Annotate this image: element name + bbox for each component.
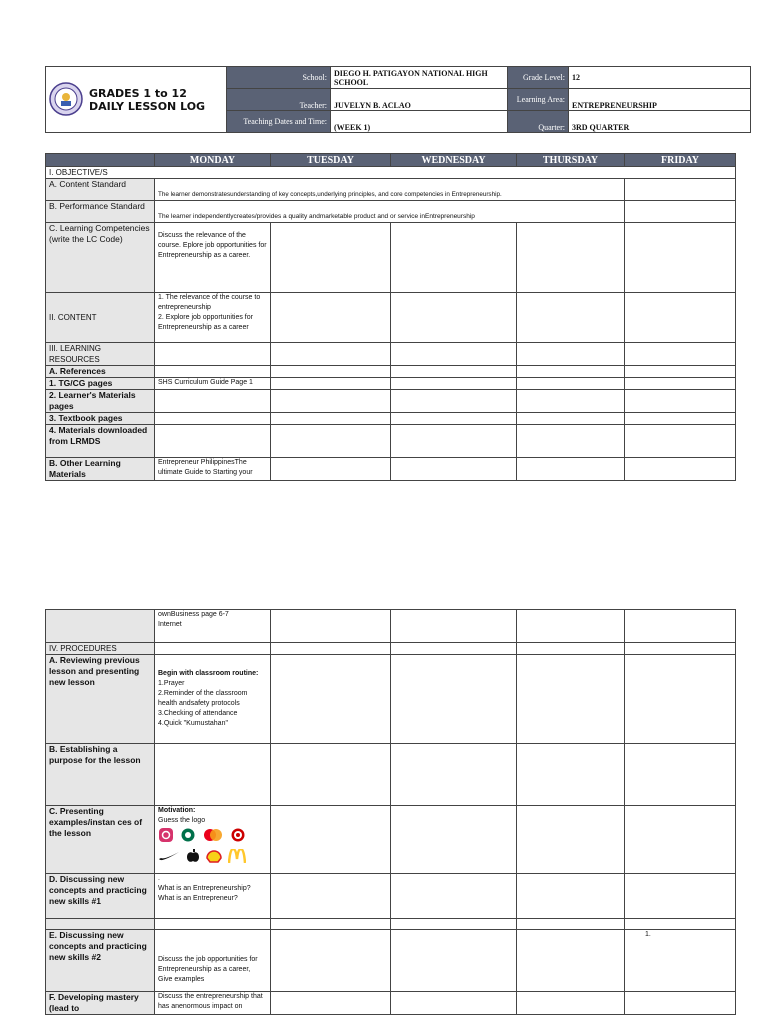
cell xyxy=(155,919,271,930)
cell xyxy=(391,930,517,992)
cell xyxy=(155,366,271,378)
cell xyxy=(517,343,625,366)
discussing-concepts-1-label: D. Discussing new concepts and practicing new skills #1 xyxy=(46,874,155,919)
other-materials-text: Entrepreneur PhilippinesThe ultimate Guide to Starting your xyxy=(155,458,271,481)
content-standard-text: The learner demonstratesunderstanding of key concepts,underlying principles, and core competencies in Entrepreneurship. xyxy=(155,179,625,201)
cell xyxy=(391,874,517,919)
cell xyxy=(391,992,517,1015)
cell xyxy=(271,610,391,643)
objectives-heading: I. OBJECTIVE/S xyxy=(46,167,736,179)
cell xyxy=(625,919,736,930)
cell xyxy=(625,458,736,481)
discussing-concepts-1-text: . What is an Entrepreneurship? What is an Entrepreneur? xyxy=(155,874,271,919)
cell xyxy=(271,930,391,992)
cell xyxy=(517,223,625,293)
dates-value: (WEEK 1) xyxy=(331,111,508,133)
cell xyxy=(391,425,517,458)
cell xyxy=(517,293,625,343)
cell xyxy=(517,458,625,481)
cell xyxy=(517,425,625,458)
corner-header xyxy=(46,154,155,167)
cell xyxy=(271,874,391,919)
quarter-label: Quarter: xyxy=(508,111,569,133)
learning-resources-label: III. LEARNING RESOURCES xyxy=(46,343,155,366)
cell xyxy=(391,919,517,930)
cell xyxy=(155,643,271,655)
teacher-label: Teacher: xyxy=(227,89,331,111)
discussing-concepts-2-label: E. Discussing new concepts and practicing new skills #2 xyxy=(46,930,155,992)
cell xyxy=(625,744,736,806)
day-header: WEDNESDAY xyxy=(391,154,517,167)
cell xyxy=(155,744,271,806)
day-header: MONDAY xyxy=(155,154,271,167)
cell xyxy=(391,413,517,425)
establishing-purpose-label: B. Establishing a purpose for the lesson xyxy=(46,744,155,806)
day-header: THURSDAY xyxy=(517,154,625,167)
cell xyxy=(391,223,517,293)
cell xyxy=(271,992,391,1015)
mcdonalds-logo-icon xyxy=(228,849,246,867)
motivation-title: Motivation: xyxy=(158,807,196,814)
discussing-concepts-2-text: Discuss the job opportunities for Entrepreneurship as a career, Give examples xyxy=(155,930,271,992)
cell xyxy=(391,655,517,744)
cell xyxy=(271,643,391,655)
logo-collage xyxy=(158,828,258,867)
performance-standard-text: The learner independentlycreates/provides a quality andmarketable product and or service inEntrepreneurship xyxy=(155,201,625,223)
day-header: FRIDAY xyxy=(625,154,736,167)
cell xyxy=(271,390,391,413)
cell xyxy=(46,919,155,930)
cell xyxy=(517,643,625,655)
cell xyxy=(625,992,736,1015)
cell xyxy=(271,425,391,458)
cell xyxy=(625,201,736,223)
cell xyxy=(517,930,625,992)
shell-logo-icon xyxy=(206,849,222,867)
cell xyxy=(271,378,391,390)
cell xyxy=(625,425,736,458)
cell xyxy=(625,378,736,390)
cell xyxy=(155,413,271,425)
learning-competencies-label: C. Learning Competencies (write the LC Code) xyxy=(46,223,155,293)
teacher-value: JUVELYN B. ACLAO xyxy=(331,89,508,111)
cell xyxy=(155,343,271,366)
lesson-log-header xyxy=(45,66,751,133)
other-materials-label: B. Other Learning Materials xyxy=(46,458,155,481)
cell xyxy=(271,744,391,806)
presenting-examples-label: C. Presenting examples/instan ces of the lesson xyxy=(46,806,155,874)
cell xyxy=(625,413,736,425)
cell xyxy=(517,992,625,1015)
cell xyxy=(625,223,736,293)
cell xyxy=(271,655,391,744)
cell xyxy=(391,378,517,390)
cell xyxy=(271,919,391,930)
cell xyxy=(625,655,736,744)
learning-competencies-text: Discuss the relevance of the course. Eplore job opportunities for Entrepreneurship as a career. xyxy=(155,223,271,293)
cell xyxy=(391,343,517,366)
references-label: A. References xyxy=(46,366,155,378)
cell xyxy=(625,643,736,655)
cell xyxy=(271,223,391,293)
content-label: II. CONTENT xyxy=(46,293,155,343)
developing-mastery-text: Discuss the entrepreneurship that has anenormous impact on xyxy=(155,992,271,1015)
apple-logo-icon xyxy=(186,849,200,867)
cell xyxy=(391,366,517,378)
deped-seal-icon xyxy=(49,82,83,118)
cell xyxy=(517,378,625,390)
cell xyxy=(517,744,625,806)
performance-standard-label: B. Performance Standard xyxy=(46,201,155,223)
cell xyxy=(271,366,391,378)
cell xyxy=(391,458,517,481)
cell xyxy=(625,293,736,343)
friday-item: 1. xyxy=(625,930,736,992)
quarter-value: 3RD QUARTER xyxy=(569,111,751,133)
cell xyxy=(271,806,391,874)
cell xyxy=(517,610,625,643)
day-header: TUESDAY xyxy=(271,154,391,167)
content-standard-label: A. Content Standard xyxy=(46,179,155,201)
content-text: 1. The relevance of the course to entrepreneurship 2. Explore job opportunities for Entrepreneurship as a career xyxy=(155,293,271,343)
school-value: DIEGO H. PATIGAYON NATIONAL HIGH SCHOOL xyxy=(331,67,508,89)
cell xyxy=(625,179,736,201)
cell xyxy=(391,744,517,806)
cell xyxy=(271,458,391,481)
cell xyxy=(517,390,625,413)
cell xyxy=(625,806,736,874)
cell xyxy=(271,413,391,425)
routine-list: 1.Prayer 2.Reminder of the classroom health andsafety protocols 3.Checking of attendance 4.Quick "Kumustahan" xyxy=(158,680,248,727)
dates-label: Teaching Dates and Time: xyxy=(227,111,331,133)
cell xyxy=(625,390,736,413)
motivation-text: Guess the logo xyxy=(158,817,206,824)
cell xyxy=(46,610,155,643)
cell xyxy=(155,425,271,458)
cell xyxy=(517,874,625,919)
lesson-table-page2 xyxy=(45,609,736,1015)
learning-area-value: ENTREPRENEURSHIP xyxy=(569,89,751,111)
tg-cg-label: 1. TG/CG pages xyxy=(46,378,155,390)
learning-area-label: Learning Area: xyxy=(508,89,569,111)
procedures-label: IV. PROCEDURES xyxy=(46,643,155,655)
cell xyxy=(155,390,271,413)
cell xyxy=(391,610,517,643)
nike-logo-icon xyxy=(158,849,180,867)
reviewing-lesson-label: A. Reviewing previous lesson and presenting new lesson xyxy=(46,655,155,744)
grade-value: 12 xyxy=(569,67,751,89)
instagram-logo-icon xyxy=(158,828,174,846)
starbucks-logo-icon xyxy=(180,828,196,846)
learners-materials-label: 2. Learner's Materials pages xyxy=(46,390,155,413)
mastercard-logo-icon xyxy=(202,828,224,846)
cell xyxy=(391,806,517,874)
cell xyxy=(625,366,736,378)
tg-cg-text: SHS Curriculum Guide Page 1 xyxy=(155,378,271,390)
cell xyxy=(391,293,517,343)
textbook-pages-label: 3. Textbook pages xyxy=(46,413,155,425)
cell xyxy=(391,643,517,655)
title-line2: DAILY LESSON LOG xyxy=(89,99,206,113)
reviewing-lesson-cell xyxy=(155,655,271,744)
other-materials-continued: ownBusiness page 6-7 Internet xyxy=(155,610,271,643)
cell xyxy=(517,806,625,874)
cell xyxy=(271,343,391,366)
cell xyxy=(517,655,625,744)
header-title-cell xyxy=(46,67,227,133)
developing-mastery-label: F. Developing mastery (lead to xyxy=(46,992,155,1015)
cell xyxy=(625,874,736,919)
lrmds-label: 4. Materials downloaded from LRMDS xyxy=(46,425,155,458)
cell xyxy=(625,343,736,366)
lesson-table-page1 xyxy=(45,153,736,481)
cell xyxy=(517,366,625,378)
routine-title: Begin with classroom routine: xyxy=(158,670,259,677)
title-line1: GRADES 1 to 12 xyxy=(89,86,187,100)
school-label: School: xyxy=(227,67,331,89)
cell xyxy=(625,610,736,643)
grade-label: Grade Level: xyxy=(508,67,569,89)
cell xyxy=(391,390,517,413)
motivation-cell xyxy=(155,806,271,874)
cell xyxy=(517,919,625,930)
target-logo-icon xyxy=(230,828,246,846)
cell xyxy=(271,293,391,343)
cell xyxy=(517,413,625,425)
